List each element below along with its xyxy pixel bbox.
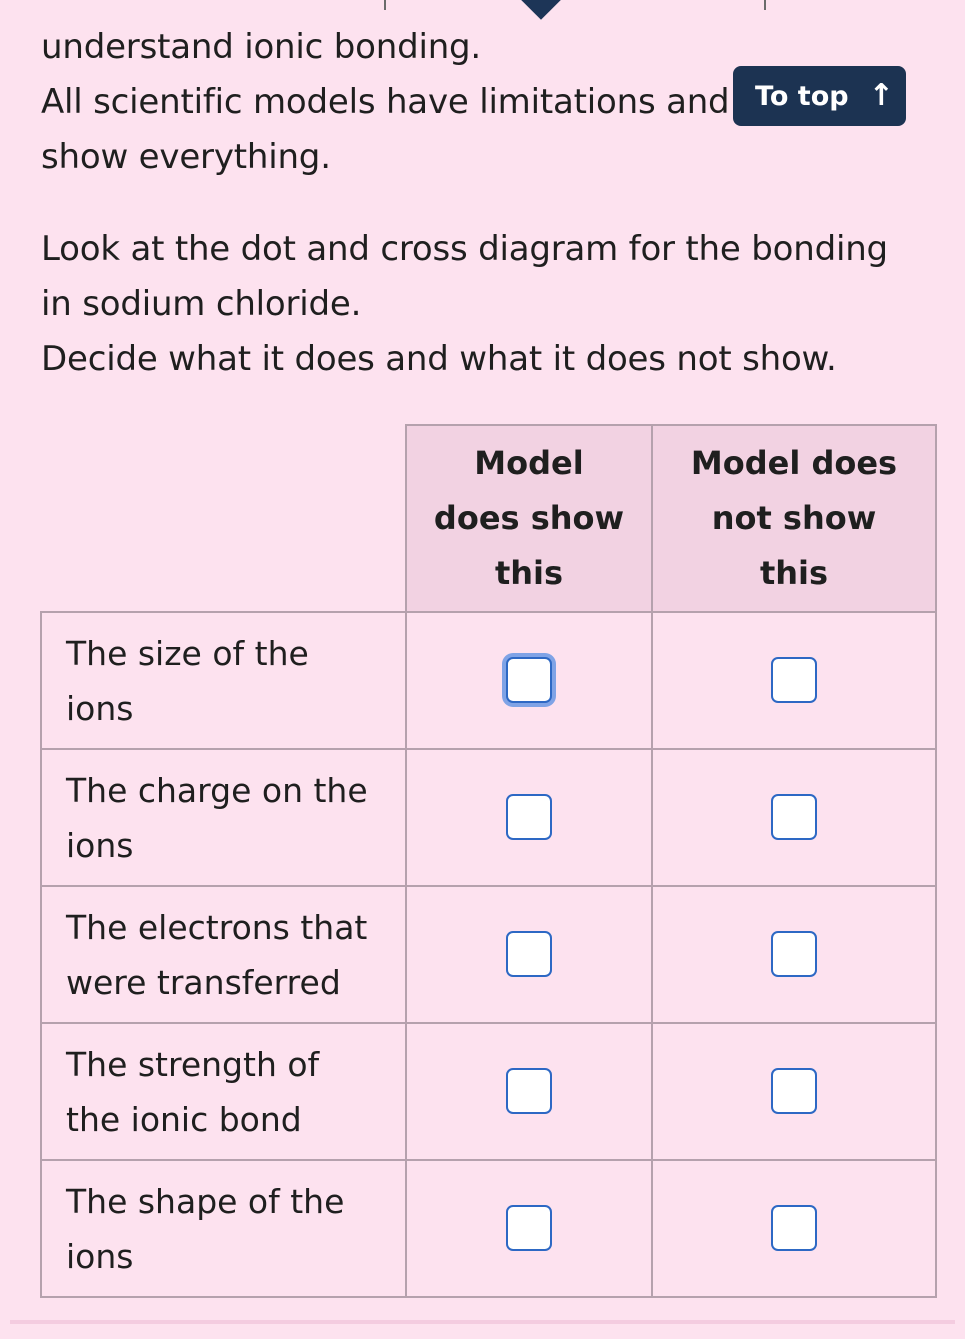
cell-not-shows: [652, 749, 936, 886]
instructions-line-1: Look at the dot and cross diagram for the bonding: [41, 229, 888, 269]
strip-tick: [384, 0, 386, 10]
instructions-text: [41, 222, 921, 387]
row-label-line-2: the ionic bond: [66, 1099, 302, 1139]
row-label-line-1: The charge on the: [66, 770, 368, 810]
intro-line-1: understand ionic bonding.: [41, 27, 482, 67]
row-label-line-2: ions: [66, 1236, 134, 1276]
row-label-line-2: ions: [66, 825, 134, 865]
row-label-charge-on-ions: [41, 749, 406, 886]
header-not-shows-line-1: Model does: [690, 444, 898, 482]
model-limitations-table: [40, 424, 937, 1298]
header-model-does-not-show: [652, 425, 936, 612]
cell-not-shows: [652, 886, 936, 1023]
row-label-electrons-transferred: [41, 886, 406, 1023]
table-row: [41, 886, 936, 1023]
checkbox-charge-shows[interactable]: [506, 794, 552, 840]
intro-line-3: show everything.: [41, 137, 331, 177]
cell-shows: [406, 749, 652, 886]
row-label-line-1: The shape of the: [66, 1181, 345, 1221]
row-label-line-2: ions: [66, 688, 134, 728]
checkbox-size-not-shows[interactable]: [771, 657, 817, 703]
checkbox-electrons-shows[interactable]: [506, 931, 552, 977]
header-model-does-show: [406, 425, 652, 612]
instructions-line-2: in sodium chloride.: [41, 284, 362, 324]
checkbox-strength-not-shows[interactable]: [771, 1068, 817, 1114]
header-not-shows-line-3: this: [759, 554, 829, 592]
row-label-line-1: The electrons that: [66, 907, 368, 947]
row-label-line-1: The size of the: [66, 633, 309, 673]
checkbox-charge-not-shows[interactable]: [771, 794, 817, 840]
row-label-line-2: were transferred: [66, 962, 341, 1002]
progress-marker-icon: [521, 0, 561, 20]
cell-not-shows: [652, 1160, 936, 1297]
checkbox-size-shows[interactable]: [506, 657, 552, 703]
row-label-size-of-ions: [41, 612, 406, 749]
bottom-divider: [10, 1320, 955, 1324]
to-top-button[interactable]: [733, 66, 906, 126]
cell-not-shows: [652, 612, 936, 749]
table-row: [41, 749, 936, 886]
cell-shows: [406, 1023, 652, 1160]
checkbox-strength-shows[interactable]: [506, 1068, 552, 1114]
row-label-shape-of-ions: [41, 1160, 406, 1297]
checkbox-electrons-not-shows[interactable]: [771, 931, 817, 977]
intro-line-2: All scientific models have limitations and: [41, 82, 730, 122]
table-header-row: [41, 425, 936, 612]
checkbox-shape-not-shows[interactable]: [771, 1205, 817, 1251]
checkbox-shape-shows[interactable]: [506, 1205, 552, 1251]
header-shows-line-3: this: [494, 554, 564, 592]
cell-shows: [406, 1160, 652, 1297]
to-top-label: To top: [755, 80, 849, 112]
strip-tick: [764, 0, 766, 10]
cell-shows: [406, 886, 652, 1023]
top-scroll-strip: [0, 0, 965, 16]
header-shows-line-2: does show: [433, 499, 625, 537]
cell-shows: [406, 612, 652, 749]
row-label-strength-of-bond: [41, 1023, 406, 1160]
row-label-line-1: The strength of: [66, 1044, 320, 1084]
table-row: [41, 1023, 936, 1160]
header-shows-line-1: Model: [474, 444, 584, 482]
cell-not-shows: [652, 1023, 936, 1160]
instructions-line-3: Decide what it does and what it does not show.: [41, 339, 837, 379]
header-not-shows-line-2: not show: [711, 499, 877, 537]
arrow-up-icon: ↑: [868, 78, 894, 113]
table-row: [41, 1160, 936, 1297]
header-empty-cell: [41, 425, 406, 612]
table-row: [41, 612, 936, 749]
